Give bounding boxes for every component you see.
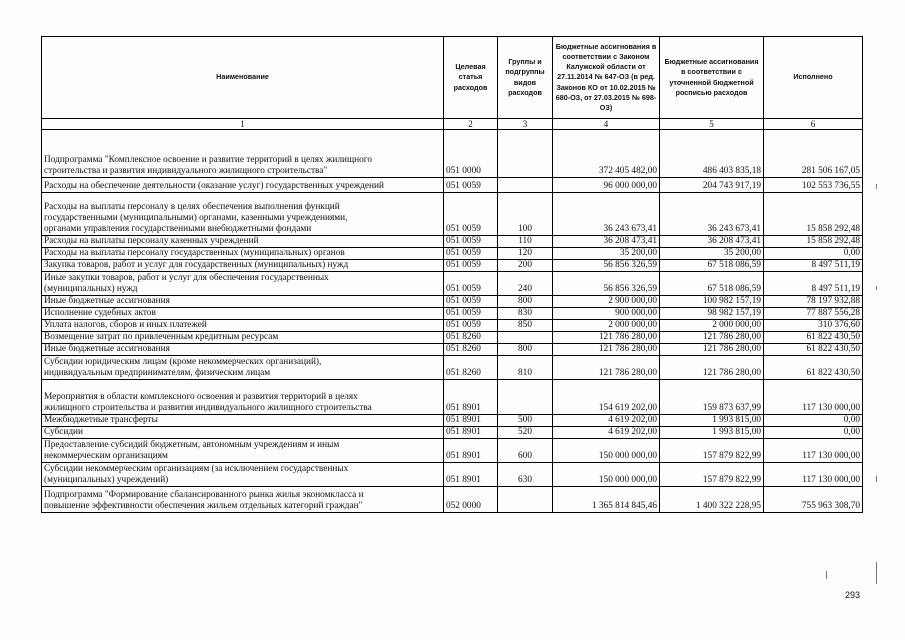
column-number: 2 xyxy=(444,119,498,130)
table-row xyxy=(42,380,863,415)
row-law-amount: 121 786 280,00 xyxy=(553,356,660,380)
row-refined-amount: 98 982 157,19 xyxy=(660,308,764,320)
row-refined-amount: 36 243 673,41 xyxy=(660,193,764,236)
row-name: Иные закупки товаров, работ и услуг для обеспечения государственных (муниципальных) нужд xyxy=(42,272,444,296)
row-name: Возмещение затрат по привлеченным кредитным ресурсам xyxy=(42,332,444,344)
row-law-amount: 121 786 280,00 xyxy=(553,344,660,356)
scan-mark xyxy=(826,571,827,579)
row-done-amount: 117 130 000,00 xyxy=(764,380,863,415)
row-name: Иные бюджетные ассигнования xyxy=(42,344,444,356)
row-name: Субсидии некоммерческим организациям (за исключением государственных (муниципальных) учреждений) xyxy=(42,463,444,487)
row-group-code: 500 xyxy=(498,415,553,427)
row-name: Предоставление субсидий бюджетным, автономным учреждениям и иным некоммерческим организациям xyxy=(42,439,444,463)
row-refined-amount: 1 993 815,00 xyxy=(660,415,764,427)
table-row xyxy=(42,344,863,356)
column-header-law: Бюджетные ассигнования в соответствии с Законом Калужской области от 27.11.2014 № 647-ОЗ (в ред. Законов КО от 10.02.2015 № 680-ОЗ, от 27.03.2015 № 698-ОЗ) xyxy=(553,37,660,119)
table-row xyxy=(42,178,863,193)
row-done-amount: 310 376,60 xyxy=(764,320,863,332)
column-number-row xyxy=(42,119,863,130)
row-group-code: 800 xyxy=(498,296,553,308)
row-refined-amount: 2 000 000,00 xyxy=(660,320,764,332)
row-law-amount: 36 208 473,41 xyxy=(553,236,660,248)
row-target-code: 051 0059 xyxy=(444,248,498,260)
scan-mark xyxy=(876,562,877,584)
row-refined-amount: 1 993 815,00 xyxy=(660,427,764,439)
row-group-code xyxy=(498,380,553,415)
column-number: 3 xyxy=(498,119,553,130)
row-refined-amount: 36 208 473,41 xyxy=(660,236,764,248)
row-name: Расходы на выплаты персоналу казенных учреждений xyxy=(42,236,444,248)
row-name: Субсидии юридическим лицам (кроме некоммерческих организаций), индивидуальным предпринимателям, физическим лицам xyxy=(42,356,444,380)
row-law-amount: 1 365 814 845,46 xyxy=(553,487,660,513)
row-refined-amount: 1 400 322 228,95 xyxy=(660,487,764,513)
row-refined-amount: 204 743 917,19 xyxy=(660,178,764,193)
row-refined-amount: 67 518 086,59 xyxy=(660,260,764,272)
scan-mark xyxy=(876,184,877,189)
table-row xyxy=(42,248,863,260)
row-target-code: 051 0059 xyxy=(444,260,498,272)
row-law-amount: 56 856 326,59 xyxy=(553,260,660,272)
table-row xyxy=(42,260,863,272)
column-number: 5 xyxy=(660,119,764,130)
column-header-groups: Группы и подгруппы видов расходов xyxy=(498,37,553,119)
column-number: 4 xyxy=(553,119,660,130)
row-target-code: 051 8901 xyxy=(444,427,498,439)
row-refined-amount: 159 873 637,99 xyxy=(660,380,764,415)
table-row xyxy=(42,332,863,344)
row-done-amount: 755 963 308,70 xyxy=(764,487,863,513)
row-group-code: 850 xyxy=(498,320,553,332)
row-law-amount: 4 619 202,00 xyxy=(553,415,660,427)
row-group-code: 600 xyxy=(498,439,553,463)
row-name: Закупка товаров, работ и услуг для государственных (муниципальных) нужд xyxy=(42,260,444,272)
row-name: Иные бюджетные ассигнования xyxy=(42,296,444,308)
table-row xyxy=(42,130,863,178)
row-name: Субсидии xyxy=(42,427,444,439)
row-name: Подпрограмма "Комплексное освоение и развитие территорий в целях жилищного строительства и развития индивидуального жилищного строительства" xyxy=(42,130,444,178)
row-target-code: 051 8901 xyxy=(444,415,498,427)
row-law-amount: 154 619 202,00 xyxy=(553,380,660,415)
row-group-code: 100 xyxy=(498,193,553,236)
table-row xyxy=(42,320,863,332)
scan-mark xyxy=(876,286,877,290)
row-group-code: 830 xyxy=(498,308,553,320)
column-header-done: Исполнено xyxy=(764,37,863,119)
row-group-code: 800 xyxy=(498,344,553,356)
row-law-amount: 96 000 000,00 xyxy=(553,178,660,193)
scan-mark xyxy=(876,476,877,482)
row-refined-amount: 121 786 280,00 xyxy=(660,356,764,380)
row-group-code xyxy=(498,487,553,513)
table-row xyxy=(42,193,863,236)
row-name: Расходы на выплаты персоналу государственных (муниципальных) органов xyxy=(42,248,444,260)
row-refined-amount: 486 403 835,18 xyxy=(660,130,764,178)
row-law-amount: 35 200,00 xyxy=(553,248,660,260)
table-row xyxy=(42,427,863,439)
table-row xyxy=(42,415,863,427)
table-row xyxy=(42,272,863,296)
row-target-code: 051 8260 xyxy=(444,356,498,380)
row-done-amount: 61 822 430,50 xyxy=(764,332,863,344)
row-refined-amount: 121 786 280,00 xyxy=(660,332,764,344)
row-target-code: 051 0059 xyxy=(444,296,498,308)
row-group-code: 200 xyxy=(498,260,553,272)
row-target-code: 051 8901 xyxy=(444,463,498,487)
table-row xyxy=(42,308,863,320)
row-group-code: 630 xyxy=(498,463,553,487)
budget-table xyxy=(41,36,863,513)
column-header-refined: Бюджетные ассигнования в соответствии с уточненной бюджетной росписью расходов xyxy=(660,37,764,119)
row-done-amount: 102 553 736,55 xyxy=(764,178,863,193)
row-group-code: 110 xyxy=(498,236,553,248)
table-row xyxy=(42,463,863,487)
row-group-code xyxy=(498,130,553,178)
row-target-code: 051 8901 xyxy=(444,439,498,463)
row-target-code: 051 0059 xyxy=(444,236,498,248)
table-row xyxy=(42,236,863,248)
row-name: Межбюджетные трансферты xyxy=(42,415,444,427)
row-done-amount: 61 822 430,50 xyxy=(764,344,863,356)
row-law-amount: 372 405 482,00 xyxy=(553,130,660,178)
page-number: 293 xyxy=(845,590,861,600)
row-group-code: 520 xyxy=(498,427,553,439)
row-refined-amount: 121 786 280,00 xyxy=(660,344,764,356)
header-row xyxy=(42,37,863,119)
row-done-amount: 61 822 430,50 xyxy=(764,356,863,380)
row-done-amount: 15 858 292,48 xyxy=(764,236,863,248)
row-done-amount: 281 506 167,05 xyxy=(764,130,863,178)
row-group-code: 810 xyxy=(498,356,553,380)
row-target-code: 052 0000 xyxy=(444,487,498,513)
row-done-amount: 78 197 932,88 xyxy=(764,296,863,308)
row-law-amount: 900 000,00 xyxy=(553,308,660,320)
row-name: Подпрограмма "Формирование сбалансированного рынка жилья экономкласса и повышение эффективности обеспечения жильем отдельных категорий граждан" xyxy=(42,487,444,513)
row-target-code: 051 0059 xyxy=(444,308,498,320)
row-group-code xyxy=(498,178,553,193)
row-target-code: 051 0000 xyxy=(444,130,498,178)
row-target-code: 051 0059 xyxy=(444,272,498,296)
row-group-code xyxy=(498,332,553,344)
row-done-amount: 8 497 511,19 xyxy=(764,272,863,296)
column-number: 6 xyxy=(764,119,863,130)
row-law-amount: 121 786 280,00 xyxy=(553,332,660,344)
row-target-code: 051 8260 xyxy=(444,332,498,344)
row-name: Расходы на выплаты персоналу в целях обеспечения выполнения функций государственными (муниципальными) органами, казенными учреждениями, органами управления государственными внебюджетными фондами xyxy=(42,193,444,236)
column-number: 1 xyxy=(42,119,444,130)
row-done-amount: 0,00 xyxy=(764,415,863,427)
row-target-code: 051 8260 xyxy=(444,344,498,356)
row-name: Расходы на обеспечение деятельности (оказание услуг) государственных учреждений xyxy=(42,178,444,193)
row-done-amount: 15 858 292,48 xyxy=(764,193,863,236)
column-header-target: Целевая статья расходов xyxy=(444,37,498,119)
table-row xyxy=(42,356,863,380)
row-law-amount: 2 000 000,00 xyxy=(553,320,660,332)
row-name: Уплата налогов, сборов и иных платежей xyxy=(42,320,444,332)
row-done-amount: 117 130 000,00 xyxy=(764,439,863,463)
row-target-code: 051 8901 xyxy=(444,380,498,415)
row-group-code: 120 xyxy=(498,248,553,260)
row-done-amount: 0,00 xyxy=(764,427,863,439)
row-refined-amount: 157 879 822,99 xyxy=(660,439,764,463)
row-law-amount: 150 000 000,00 xyxy=(553,439,660,463)
table-row xyxy=(42,439,863,463)
column-header-name: Наименование xyxy=(42,37,444,119)
table-row xyxy=(42,487,863,513)
row-law-amount: 36 243 673,41 xyxy=(553,193,660,236)
row-done-amount: 77 887 556,28 xyxy=(764,308,863,320)
row-group-code: 240 xyxy=(498,272,553,296)
row-law-amount: 56 856 326,59 xyxy=(553,272,660,296)
row-done-amount: 117 130 000,00 xyxy=(764,463,863,487)
row-refined-amount: 100 982 157,19 xyxy=(660,296,764,308)
row-name: Мероприятия в области комплексного освоения и развития территорий в целях жилищного строительства и развития индивидуального жилищного строительства xyxy=(42,380,444,415)
row-target-code: 051 0059 xyxy=(444,320,498,332)
table-row xyxy=(42,296,863,308)
row-law-amount: 4 619 202,00 xyxy=(553,427,660,439)
row-name: Исполнение судебных актов xyxy=(42,308,444,320)
row-refined-amount: 35 200,00 xyxy=(660,248,764,260)
row-law-amount: 2 900 000,00 xyxy=(553,296,660,308)
row-refined-amount: 157 879 822,99 xyxy=(660,463,764,487)
row-done-amount: 8 497 511,19 xyxy=(764,260,863,272)
row-target-code: 051 0059 xyxy=(444,178,498,193)
row-done-amount: 0,00 xyxy=(764,248,863,260)
row-target-code: 051 0059 xyxy=(444,193,498,236)
row-law-amount: 150 000 000,00 xyxy=(553,463,660,487)
row-refined-amount: 67 518 086,59 xyxy=(660,272,764,296)
table-body xyxy=(42,130,863,513)
